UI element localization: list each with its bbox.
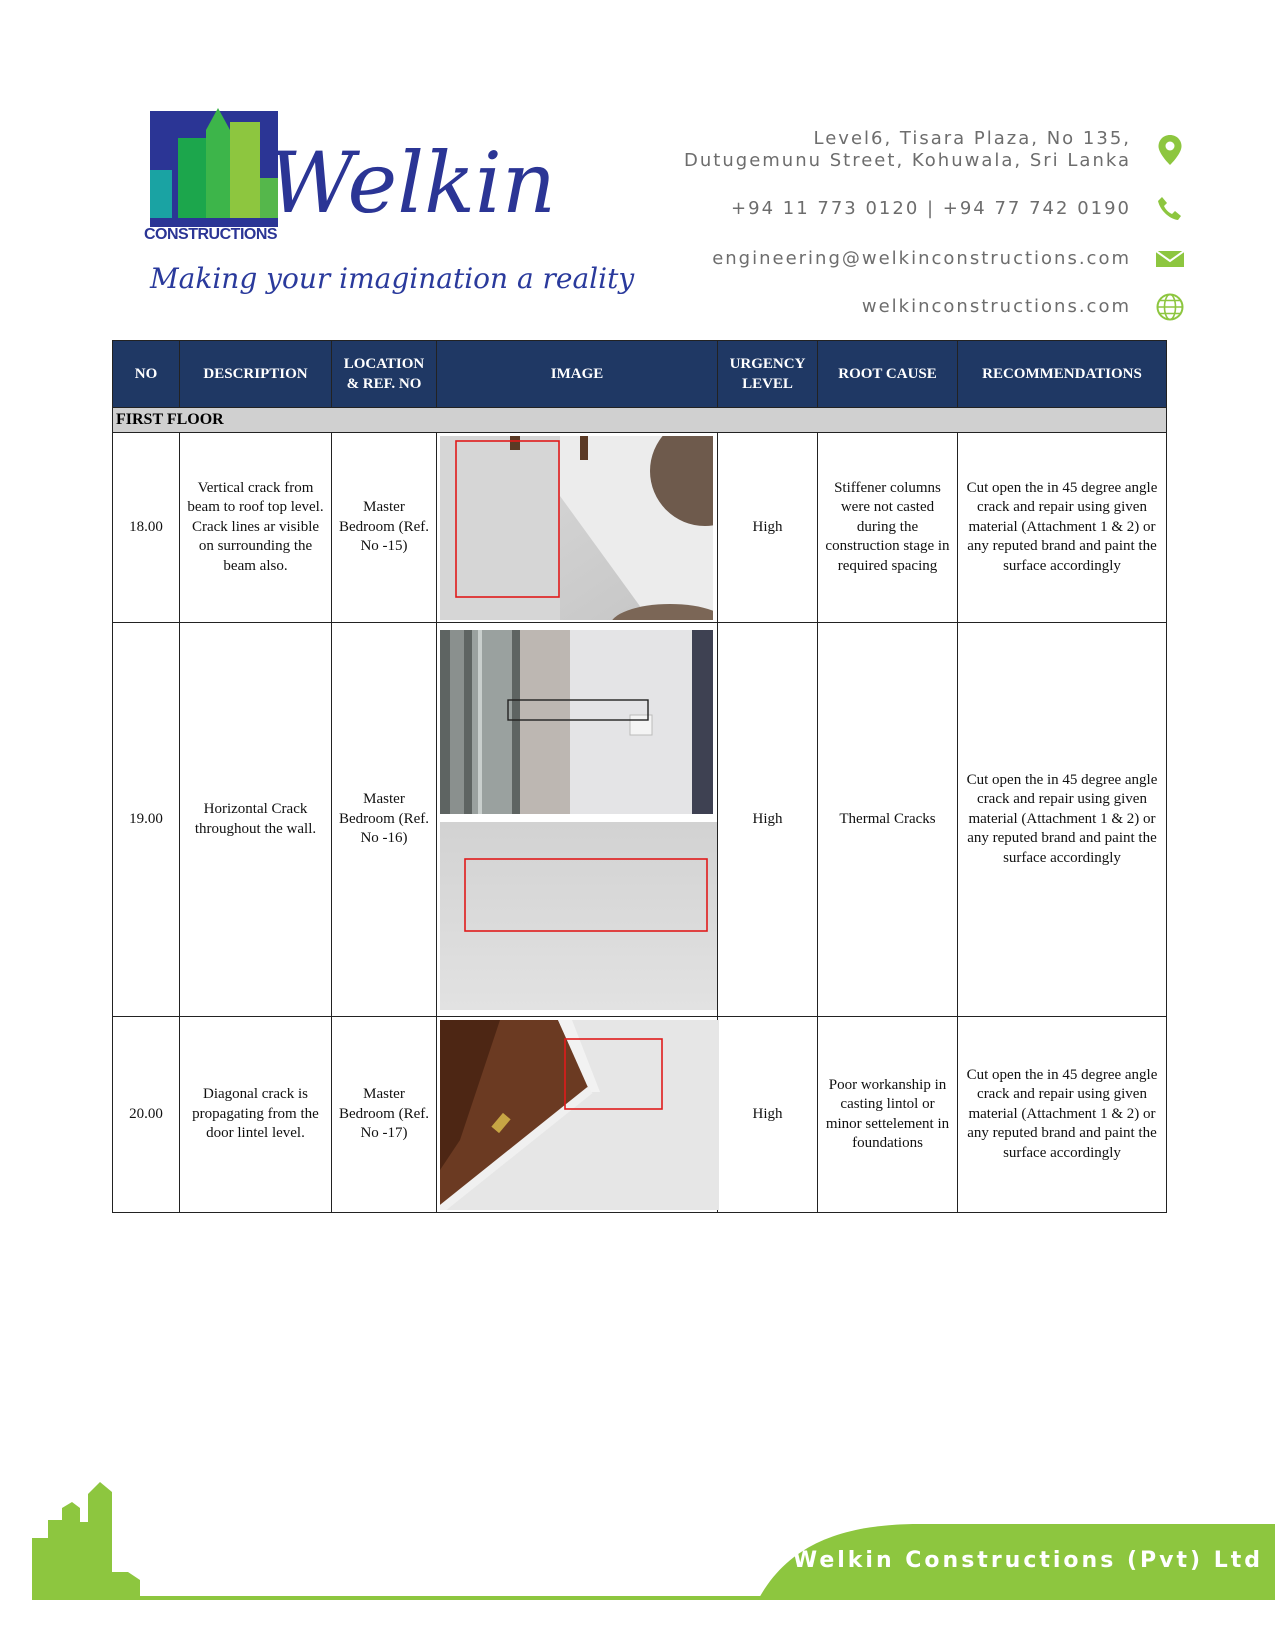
header-urgency <box>718 341 818 408</box>
phone-row <box>667 192 1187 226</box>
row-root-cause: Thermal Cracks <box>818 623 958 1017</box>
header-location <box>332 341 437 408</box>
row-location: Master Bedroom (Ref. No -16) <box>332 623 437 1017</box>
address-line-2: Dutugemunu Street, Kohuwala, Sri Lanka <box>684 150 1131 171</box>
email-text[interactable]: engineering@welkinconstructions.com <box>712 248 1131 269</box>
svg-text:Welkin: Welkin <box>268 134 556 232</box>
row-root-cause: Poor workanship in casting lintol or minor settelement in foundations <box>818 1017 958 1213</box>
website-text[interactable]: welkinconstructions.com <box>861 296 1131 317</box>
row-description: Horizontal Crack throughout the wall. <box>180 623 332 1017</box>
table-row <box>113 1017 1167 1213</box>
header-recommendations: RECOMMENDATIONS <box>958 341 1167 408</box>
crack-photo <box>440 1020 719 1210</box>
header-location-line-2: & REF. NO <box>346 376 422 392</box>
email-row <box>667 242 1187 276</box>
row-description: Diagonal crack is propagating from the door lintel level. <box>180 1017 332 1213</box>
company-tagline: Making your imagination a reality <box>150 262 635 295</box>
row-image-cell <box>437 623 718 1017</box>
header-urgency-line-2: LEVEL <box>742 376 793 392</box>
phone-text[interactable]: +94 11 773 0120 | +94 77 742 0190 <box>731 198 1131 219</box>
phone-icon <box>1153 192 1187 226</box>
row-location: Master Bedroom (Ref. No -17) <box>332 1017 437 1213</box>
table-header-row <box>113 341 1167 408</box>
row-recommendation: Cut open the in 45 degree angle crack and repair using given material (Attachment 1 & 2) or any reputed brand and paint the surface accordingly <box>958 433 1167 623</box>
row-urgency: High <box>718 623 818 1017</box>
row-location: Master Bedroom (Ref. No -15) <box>332 433 437 623</box>
header-root-cause: ROOT CAUSE <box>818 341 958 408</box>
website-row <box>667 290 1187 324</box>
address-line-1: Level6, Tisara Plaza, No 135, <box>813 128 1131 149</box>
row-description: Vertical crack from beam to roof top level. Crack lines ar visible on surrounding the beam also. <box>180 433 332 623</box>
logo-subtitle: CONSTRUCTIONS <box>144 226 278 243</box>
row-no: 19.00 <box>113 623 180 1017</box>
header-image: IMAGE <box>437 341 718 408</box>
row-recommendation: Cut open the in 45 degree angle crack and repair using given material (Attachment 1 & 2) or any reputed brand and paint the surface accordingly <box>958 1017 1167 1213</box>
location-pin-icon <box>1153 133 1187 167</box>
header-location-line-1: LOCATION <box>343 356 425 372</box>
header-urgency-line-1: URGENCY <box>729 356 806 372</box>
footer-company-name: Welkin Constructions (Pvt) Ltd <box>792 1548 1263 1573</box>
crack-photo <box>440 822 717 1010</box>
envelope-icon <box>1153 242 1187 276</box>
globe-icon <box>1153 290 1187 324</box>
row-image-cell <box>437 1017 718 1213</box>
header-description: DESCRIPTION <box>180 341 332 408</box>
crack-photo <box>440 630 713 814</box>
row-recommendation: Cut open the in 45 degree angle crack and repair using given material (Attachment 1 & 2) or any reputed brand and paint the surface accordingly <box>958 623 1167 1017</box>
defect-report-table <box>112 340 1167 1213</box>
row-image-cell <box>437 433 718 623</box>
row-no: 20.00 <box>113 1017 180 1213</box>
row-urgency: High <box>718 1017 818 1213</box>
address-row <box>667 126 1187 174</box>
section-row <box>113 408 1167 433</box>
section-label: FIRST FLOOR <box>113 408 1167 433</box>
crack-photo <box>440 436 713 620</box>
contact-block <box>667 126 1187 324</box>
row-urgency: High <box>718 433 818 623</box>
footer-banner <box>0 1480 1275 1600</box>
table-row <box>113 433 1167 623</box>
table-row <box>113 623 1167 1017</box>
row-root-cause: Stiffener columns were not casted during the construction stage in required spacing <box>818 433 958 623</box>
row-no: 18.00 <box>113 433 180 623</box>
header-no: NO <box>113 341 180 408</box>
